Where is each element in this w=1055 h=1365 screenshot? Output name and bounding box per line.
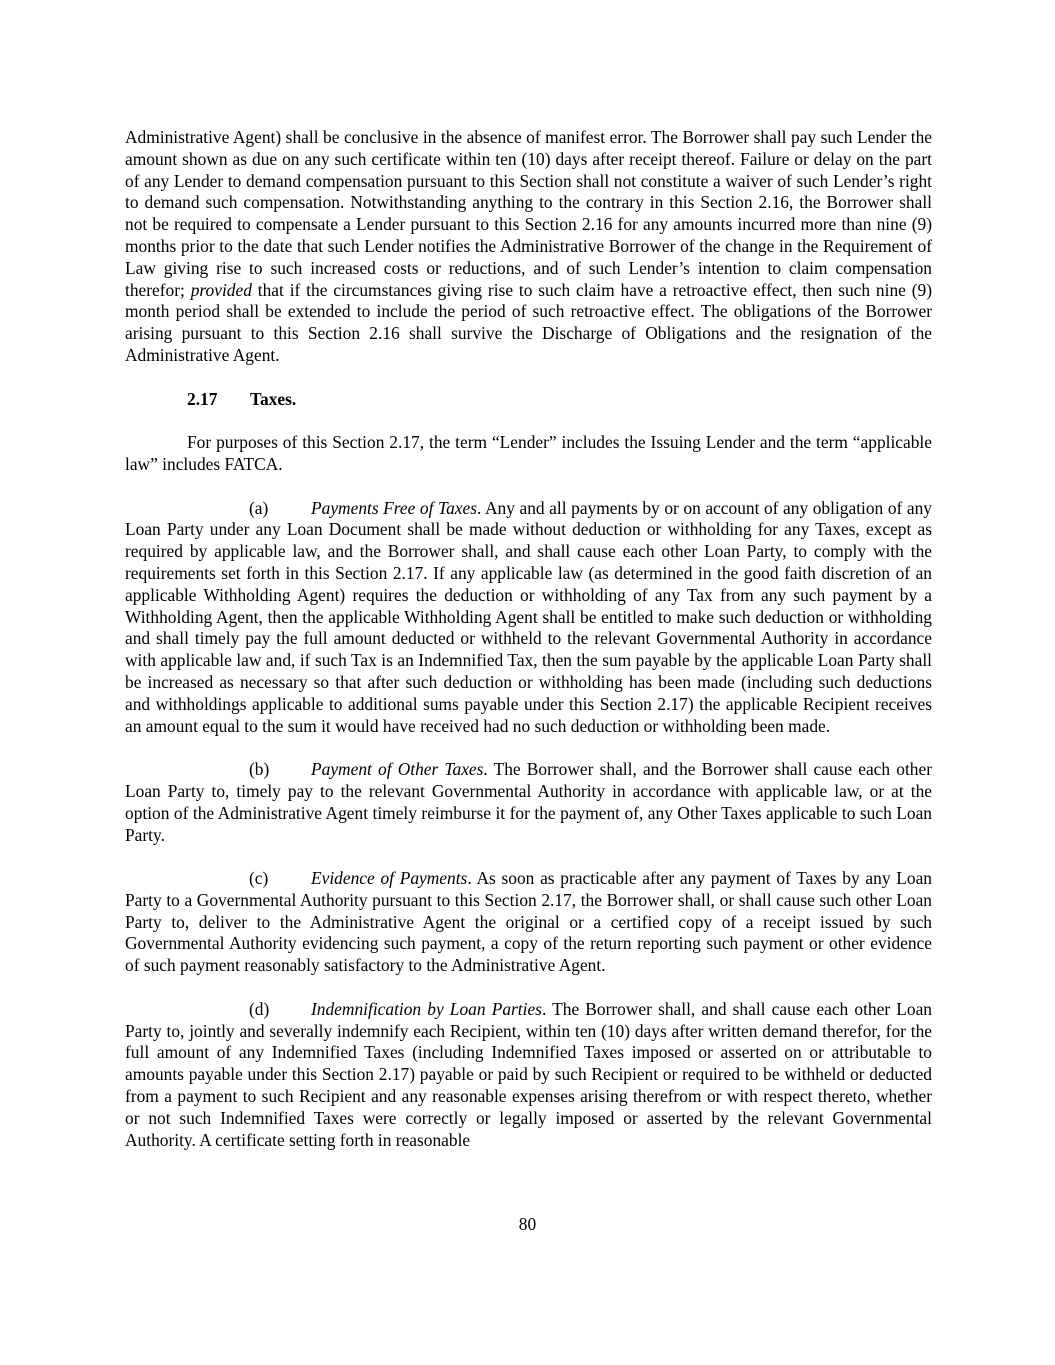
subsection-label: (a) bbox=[249, 497, 269, 518]
subsection-body: . The Borrower shall, and shall cause each other Loan Party to, jointly and severally indemnify each Recipient, within ten (10) days after written demand therefor, for the full amount of any Indemnified Taxes (including Indemnified Taxes imposed or asserted on or attributable to amounts payable under this Section 2.17) payable or paid by such Recipient or required to be withheld or deducted from a payment to such Recipient and any reasonable expenses arising therefrom or with respect thereto, whether or not such Indemnified Taxes were correctly or legally imposed or asserted by the relevant Governmental Authority. A certificate setting forth in reasonable bbox=[125, 998, 932, 1150]
subsection-title: Evidence of Payments bbox=[311, 868, 468, 889]
subsection-a bbox=[125, 498, 932, 738]
subsection-d bbox=[125, 999, 932, 1152]
section-number: 2.17 bbox=[187, 388, 218, 409]
subsection-label: (c) bbox=[249, 868, 269, 889]
intro-text-after: that if the circumstances giving rise to such claim have a retroactive effect, then such nine (9) month period shall be extended to include the period of such retroactive effect. The obligations of the Borrower arising pursuant to this Section 2.16 shall survive the Discharge of Obligations and the resignation of the Administrative Agent. bbox=[125, 279, 933, 365]
subsection-body: . As soon as practicable after any payment of Taxes by any Loan Party to a Governmental Authority pursuant to this Section 2.17, the Borrower shall, or shall cause such other Loan Party to, deliver to the Administrative Agent the original or a certified copy of a receipt issued by such Governmental Authority evidencing such payment, a copy of the return reporting such payment or other evidence of such payment reasonably satisfactory to the Administrative Agent. bbox=[125, 868, 932, 976]
document-page bbox=[125, 127, 932, 1173]
provided-term: provided bbox=[190, 279, 252, 300]
subsection-label: (d) bbox=[249, 998, 270, 1019]
subsection-title: Indemnification by Loan Parties bbox=[311, 998, 542, 1019]
definitions-paragraph: For purposes of this Section 2.17, the term “Lender” includes the Issuing Lender and the term “applicable law” includes FATCA. bbox=[125, 432, 932, 474]
subsection-body: . Any and all payments by or on account of any obligation of any Loan Party under any Loan Document shall be made without deduction or withholding for any Taxes, except as required by applicable law, and the Borrower shall, and shall cause each other Loan Party, to comply with the requirements set forth in this Section 2.17. If any applicable law (as determined in the good faith discretion of an applicable Withholding Agent) requires the deduction or withholding of any Tax from any such payment by a Withholding Agent, then the applicable Withholding Agent shall be entitled to make such deduction or withholding and shall timely pay the full amount deducted or withheld to the relevant Governmental Authority in accordance with applicable law and, if such Tax is an Indemnified Tax, then the sum payable by the applicable Loan Party shall be increased as necessary so that after such deduction or withholding has been made (including such deductions and withholdings applicable to additional sums payable under this Section 2.17) the applicable Recipient receives an amount equal to the sum it would have received had no such deduction or withholding been made. bbox=[125, 497, 932, 736]
section-heading bbox=[187, 389, 932, 411]
subsection-title: Payment of Other Taxes bbox=[311, 759, 484, 780]
page-number: 80 bbox=[518, 1214, 537, 1234]
intro-text-before: Administrative Agent) shall be conclusive in the absence of manifest error. The Borrower shall pay such Lender the amount shown as due on any such certificate within ten (10) days after receipt thereof. Failure or delay on the part of any Lender to demand compensation pursuant to this Section shall not constitute a waiver of such Lender’s right to demand such compensation. Notwithstanding anything to the contrary in this Section 2.16, the Borrower shall not be required to compensate a Lender pursuant to this Section 2.16 for any amounts incurred more than nine (9) months prior to the date that such Lender notifies the Administrative Borrower of the change in the Requirement of Law giving rise to such increased costs or reductions, and of such Lender’s intention to claim compensation therefor; bbox=[125, 127, 932, 300]
subsection-title: Payments Free of Taxes bbox=[311, 497, 478, 518]
subsection-b bbox=[125, 759, 932, 846]
intro-paragraph bbox=[125, 127, 932, 367]
subsection-body: . The Borrower shall, and the Borrower shall cause each other Loan Party to, timely pay to the relevant Governmental Authority in accordance with applicable law, or at the option of the Administrative Agent timely reimburse it for the payment of, any Other Taxes applicable to such Loan Party. bbox=[125, 759, 932, 845]
subsection-label: (b) bbox=[249, 759, 270, 780]
subsection-c bbox=[125, 868, 932, 977]
section-title: Taxes. bbox=[250, 388, 297, 409]
